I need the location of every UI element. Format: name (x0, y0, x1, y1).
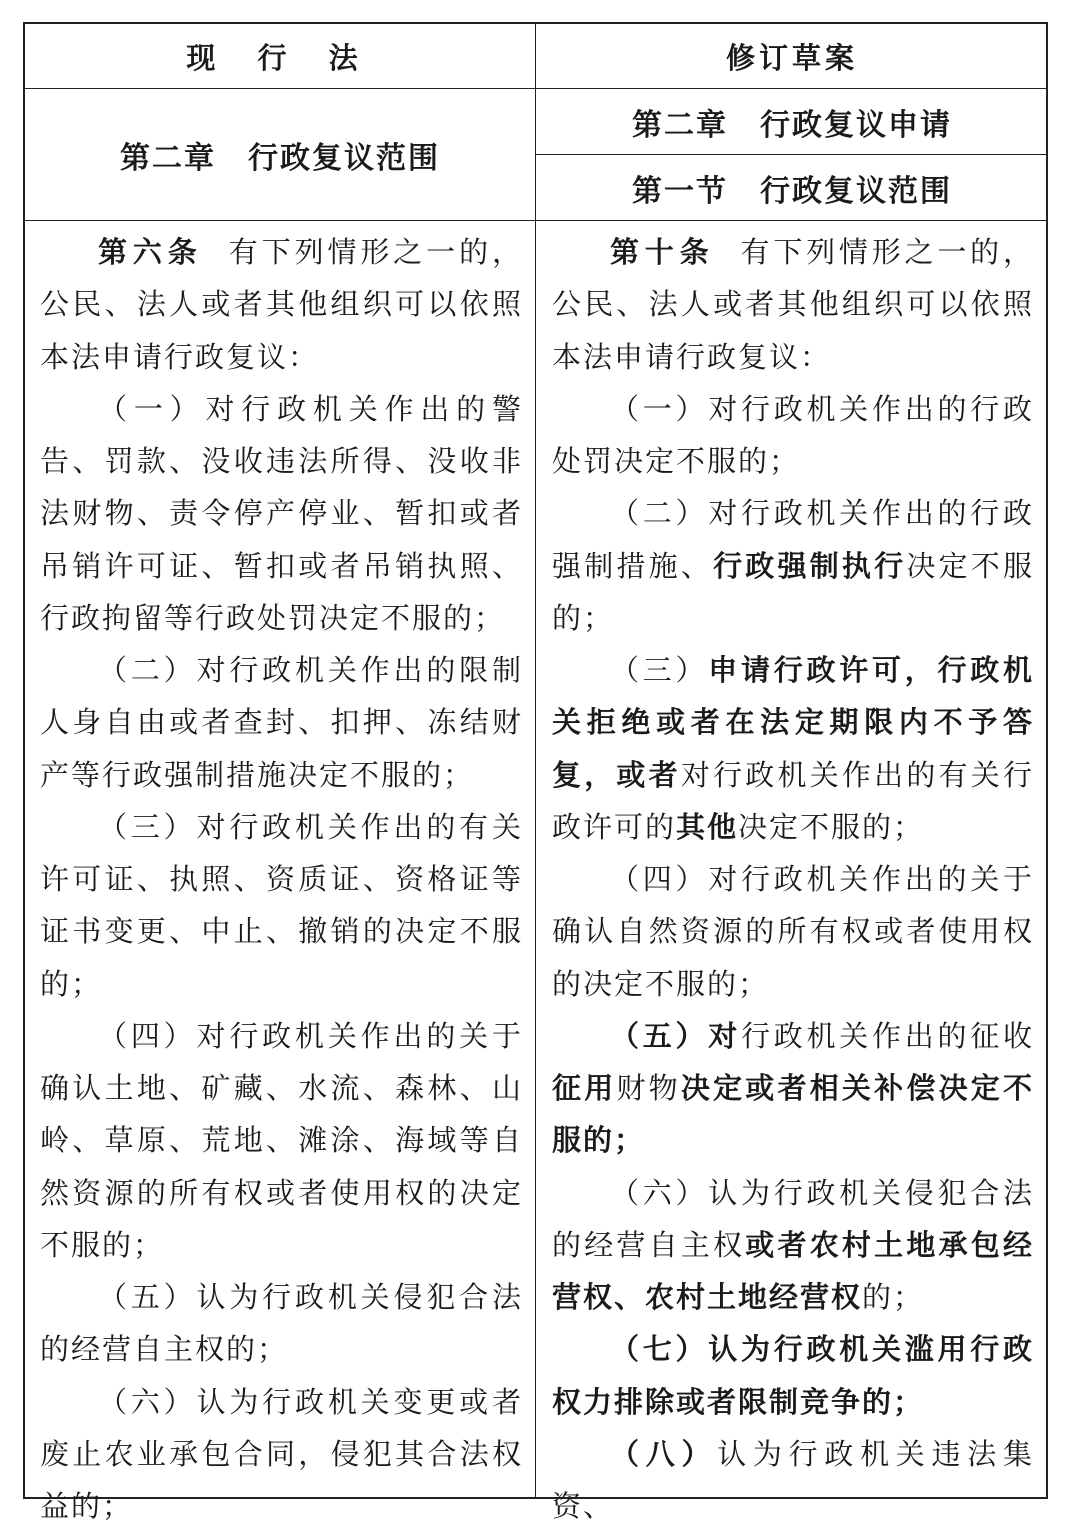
column-divider (535, 22, 536, 1499)
right-column-body (552, 226, 1034, 1532)
article-intro: 有下列情形之一的，公民、法人或者其他组织可以依照本法申请行政复议： (40, 235, 523, 374)
chapter-section-divider (535, 154, 1048, 155)
right-section-title: 第一节 行政复议范围 (537, 156, 1047, 220)
item-text: （三） (610, 653, 708, 687)
article-paragraph (40, 226, 523, 383)
item-text: 决定不服的； (738, 810, 924, 844)
article-label: 第六条 (98, 235, 203, 269)
revised-text: 或者农村土地承包经营权、农村土地经营权 (552, 1228, 1034, 1314)
list-item (552, 1323, 1034, 1428)
article-paragraph (552, 226, 1034, 383)
left-column-body (40, 226, 523, 1532)
chapter-body-divider (23, 220, 1048, 221)
item-text: 认为行政机关违法集资、 (552, 1437, 1034, 1523)
revised-text: （五）对 (610, 1019, 741, 1053)
item-text: （二）对行政机关作出的行政强制措施、 (552, 496, 1034, 582)
left-column-header: 现 行 法 (25, 24, 535, 88)
list-item: （四）对行政机关作出的关于确认自然资源的所有权或者使用权的决定不服的； (552, 853, 1034, 1010)
right-column-header: 修订草案 (537, 24, 1047, 88)
list-item: （五）认为行政机关侵犯合法的经营自主权的； (40, 1271, 523, 1376)
list-item (552, 1167, 1034, 1324)
revised-text: 行政强制执行 (713, 549, 906, 583)
article-intro: 有下列情形之一的，公民、法人或者其他组织可以依照本法申请行政复议： (552, 235, 1034, 374)
item-text: （六）认为行政机关侵犯合法的经营自主权 (552, 1176, 1034, 1262)
list-item (552, 487, 1034, 644)
item-text: 行政机关作出的征收 (741, 1019, 1034, 1053)
list-item: （四）对行政机关作出的关于确认土地、矿藏、水流、森林、山岭、草原、荒地、滩涂、海域等自然资源的所有权或者使用权的决定不服的； (40, 1010, 523, 1271)
item-text: 决定不服的； (552, 549, 1034, 635)
revised-text: （七）认为行政机关滥用行政权力排除或者限制竞争的； (552, 1332, 1034, 1418)
item-text: 的； (862, 1280, 924, 1314)
list-item: （三）对行政机关作出的有关许可证、执照、资质证、资格证等证书变更、中止、撤销的决定不服的； (40, 801, 523, 1010)
revised-text: 征用 (552, 1071, 616, 1105)
revised-text: 其他 (676, 810, 738, 844)
revised-text: 决定或者相关补偿决定不服的； (552, 1071, 1034, 1157)
left-chapter-title: 第二章 行政复议范围 (25, 90, 535, 220)
list-item: （六）认为行政机关变更或者废止农业承包合同，侵犯其合法权益的； (40, 1376, 523, 1532)
list-item (552, 1428, 1034, 1532)
item-text: 对行政机关作出的有关行政许可的 (552, 758, 1034, 844)
revised-text: （八） (610, 1437, 717, 1471)
list-item (552, 1010, 1034, 1167)
item-text: 财物 (616, 1071, 680, 1105)
list-item (552, 644, 1034, 853)
right-chapter-title: 第二章 行政复议申请 (537, 90, 1047, 154)
article-label: 第十条 (610, 235, 714, 269)
list-item: （一）对行政机关作出的警告、罚款、没收违法所得、没收非法财物、责令停产停业、暂扣或者吊销许可证、暂扣或者吊销执照、行政拘留等行政处罚决定不服的； (40, 383, 523, 644)
list-item: （二）对行政机关作出的限制人身自由或者查封、扣押、冻结财产等行政强制措施决定不服的； (40, 644, 523, 801)
list-item: （一）对行政机关作出的行政处罚决定不服的； (552, 383, 1034, 488)
header-divider (23, 88, 1048, 89)
revised-text: 申请行政许可，行政机关拒绝或者在法定期限内不予答复，或者 (552, 653, 1034, 792)
